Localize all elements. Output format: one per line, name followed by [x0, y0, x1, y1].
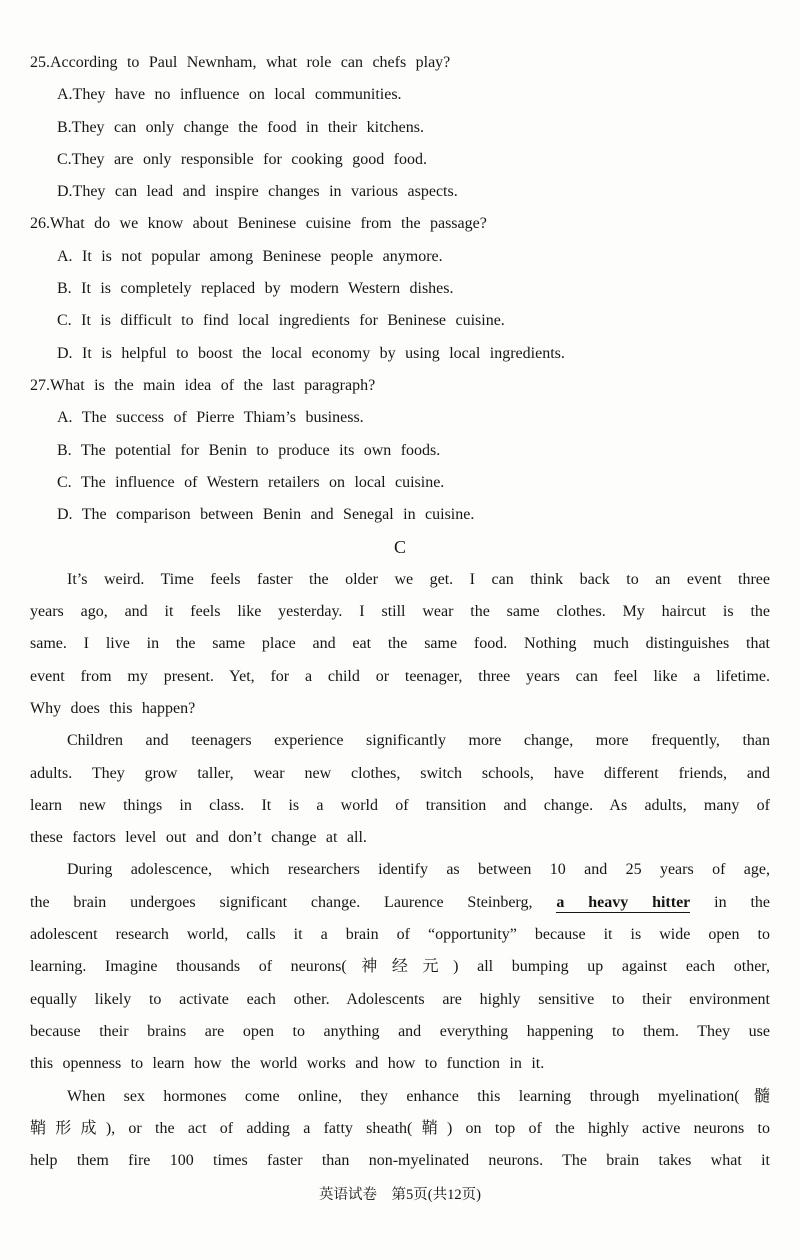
- answer-option: B. It is completely replaced by modern Western dishes.: [57, 280, 454, 298]
- passage-line: [30, 564, 770, 596]
- passage-text: event from my present. Yet, for a child or teenager, three years can feel like a lifetime.: [30, 667, 770, 685]
- passage-line: [30, 725, 770, 757]
- answer-option: A.They have no influence on local communities.: [57, 86, 402, 104]
- passage-text: When sex hormones come online, they enhance this learning through myelination(髓: [67, 1087, 770, 1105]
- passage-line: [30, 951, 770, 983]
- answer-option: B.They can only change the food in their kitchens.: [57, 118, 424, 136]
- passage-text: During adolescence, which researchers identify as between 10 and 25 years of age,: [67, 861, 770, 879]
- reading-passage: [30, 564, 770, 1178]
- answer-option: D. It is helpful to boost the local economy by using local ingredients.: [57, 344, 565, 362]
- passage-line: [30, 758, 770, 790]
- passage-text: equally likely to activate each other. Adolescents are highly sensitive to their environment: [30, 990, 770, 1008]
- passage-line: [30, 822, 770, 854]
- passage-text: the brain undergoes significant change. Laurence Steinberg,: [30, 893, 557, 911]
- passage-text: adolescent research world, calls it a brain of “opportunity” because it is wide open to: [30, 926, 770, 944]
- answer-option: C. It is difficult to find local ingredients for Beninese cuisine.: [57, 312, 505, 330]
- passage-text: learn new things in class. It is a world of transition and change. As adults, many of: [30, 796, 770, 814]
- answer-option: D.They can lead and inspire changes in various aspects.: [57, 183, 458, 201]
- passage-line: [30, 854, 770, 886]
- passage-text: same. I live in the same place and eat the same food. Nothing much distinguishes that: [30, 635, 770, 653]
- passage-text: Children and teenagers experience significantly more change, more frequently, than: [67, 732, 770, 750]
- passage-line: [30, 693, 770, 725]
- passage-line: [30, 919, 770, 951]
- passage-line: [30, 1145, 770, 1177]
- question-block: [30, 208, 770, 369]
- passage-line: [30, 1081, 770, 1113]
- question-block: [30, 47, 770, 208]
- passage-line: [30, 1113, 770, 1145]
- passage-paragraph: [30, 564, 770, 725]
- passage-text: 鞘形成), or the act of adding a fatty sheath(鞘) on top of the highly active neurons to: [30, 1119, 770, 1137]
- answer-option: C. The influence of Western retailers on local cuisine.: [57, 473, 445, 491]
- question-list: [30, 47, 770, 531]
- passage-line: [30, 790, 770, 822]
- footer-text: 英语试卷 第5页(共12页): [319, 1187, 481, 1204]
- passage-text: help them fire 100 times faster than non-myelinated neurons. The brain takes what it: [30, 1152, 770, 1170]
- passage-text: It’s weird. Time feels faster the older we get. I can think back to an event three: [67, 570, 770, 588]
- question-block: [30, 370, 770, 531]
- answer-option: A. It is not popular among Beninese people anymore.: [57, 247, 443, 265]
- passage-paragraph: [30, 725, 770, 854]
- passage-line: [30, 887, 770, 919]
- passage-line: [30, 1016, 770, 1048]
- passage-paragraph: [30, 854, 770, 1080]
- answer-option: C.They are only responsible for cooking good food.: [57, 150, 428, 168]
- passage-text: this openness to learn how the world works and how to function in it.: [30, 1055, 545, 1073]
- passage-line: [30, 596, 770, 628]
- question-stem: 25.According to Paul Newnham, what role can chefs play?: [30, 54, 451, 71]
- passage-line: [30, 628, 770, 660]
- passage-text: these factors level out and don’t change at all.: [30, 829, 367, 847]
- passage-text: Why does this happen?: [30, 699, 196, 717]
- page-footer: [0, 1184, 800, 1206]
- passage-text: adults. They grow taller, wear new clothes, switch schools, have different friends, and: [30, 764, 770, 782]
- passage-text: because their brains are open to anything and everything happening to them. They use: [30, 1022, 770, 1040]
- question-stem: 27.What is the main idea of the last paragraph?: [30, 376, 376, 394]
- question-stem: 26.What do we know about Beninese cuisine from the passage?: [30, 215, 487, 233]
- passage-line: [30, 1048, 770, 1080]
- highlighted-phrase: a heavy hitter: [556, 893, 691, 911]
- passage-text: in the: [690, 893, 771, 911]
- answer-option: D. The comparison between Benin and Senegal in cuisine.: [57, 506, 475, 524]
- passage-line: [30, 984, 770, 1016]
- passage-line: [30, 661, 770, 693]
- passage-text: years ago, and it feels like yesterday. I still wear the same clothes. My haircut is the: [30, 603, 770, 621]
- passage-paragraph: [30, 1081, 770, 1178]
- section-heading: C: [393, 537, 406, 558]
- answer-option: B. The potential for Benin to produce its own foods.: [57, 441, 441, 459]
- passage-text: learning. Imagine thousands of neurons(神经元) all bumping up against each other,: [30, 958, 770, 976]
- answer-option: A. The success of Pierre Thiam’s business.: [57, 409, 364, 427]
